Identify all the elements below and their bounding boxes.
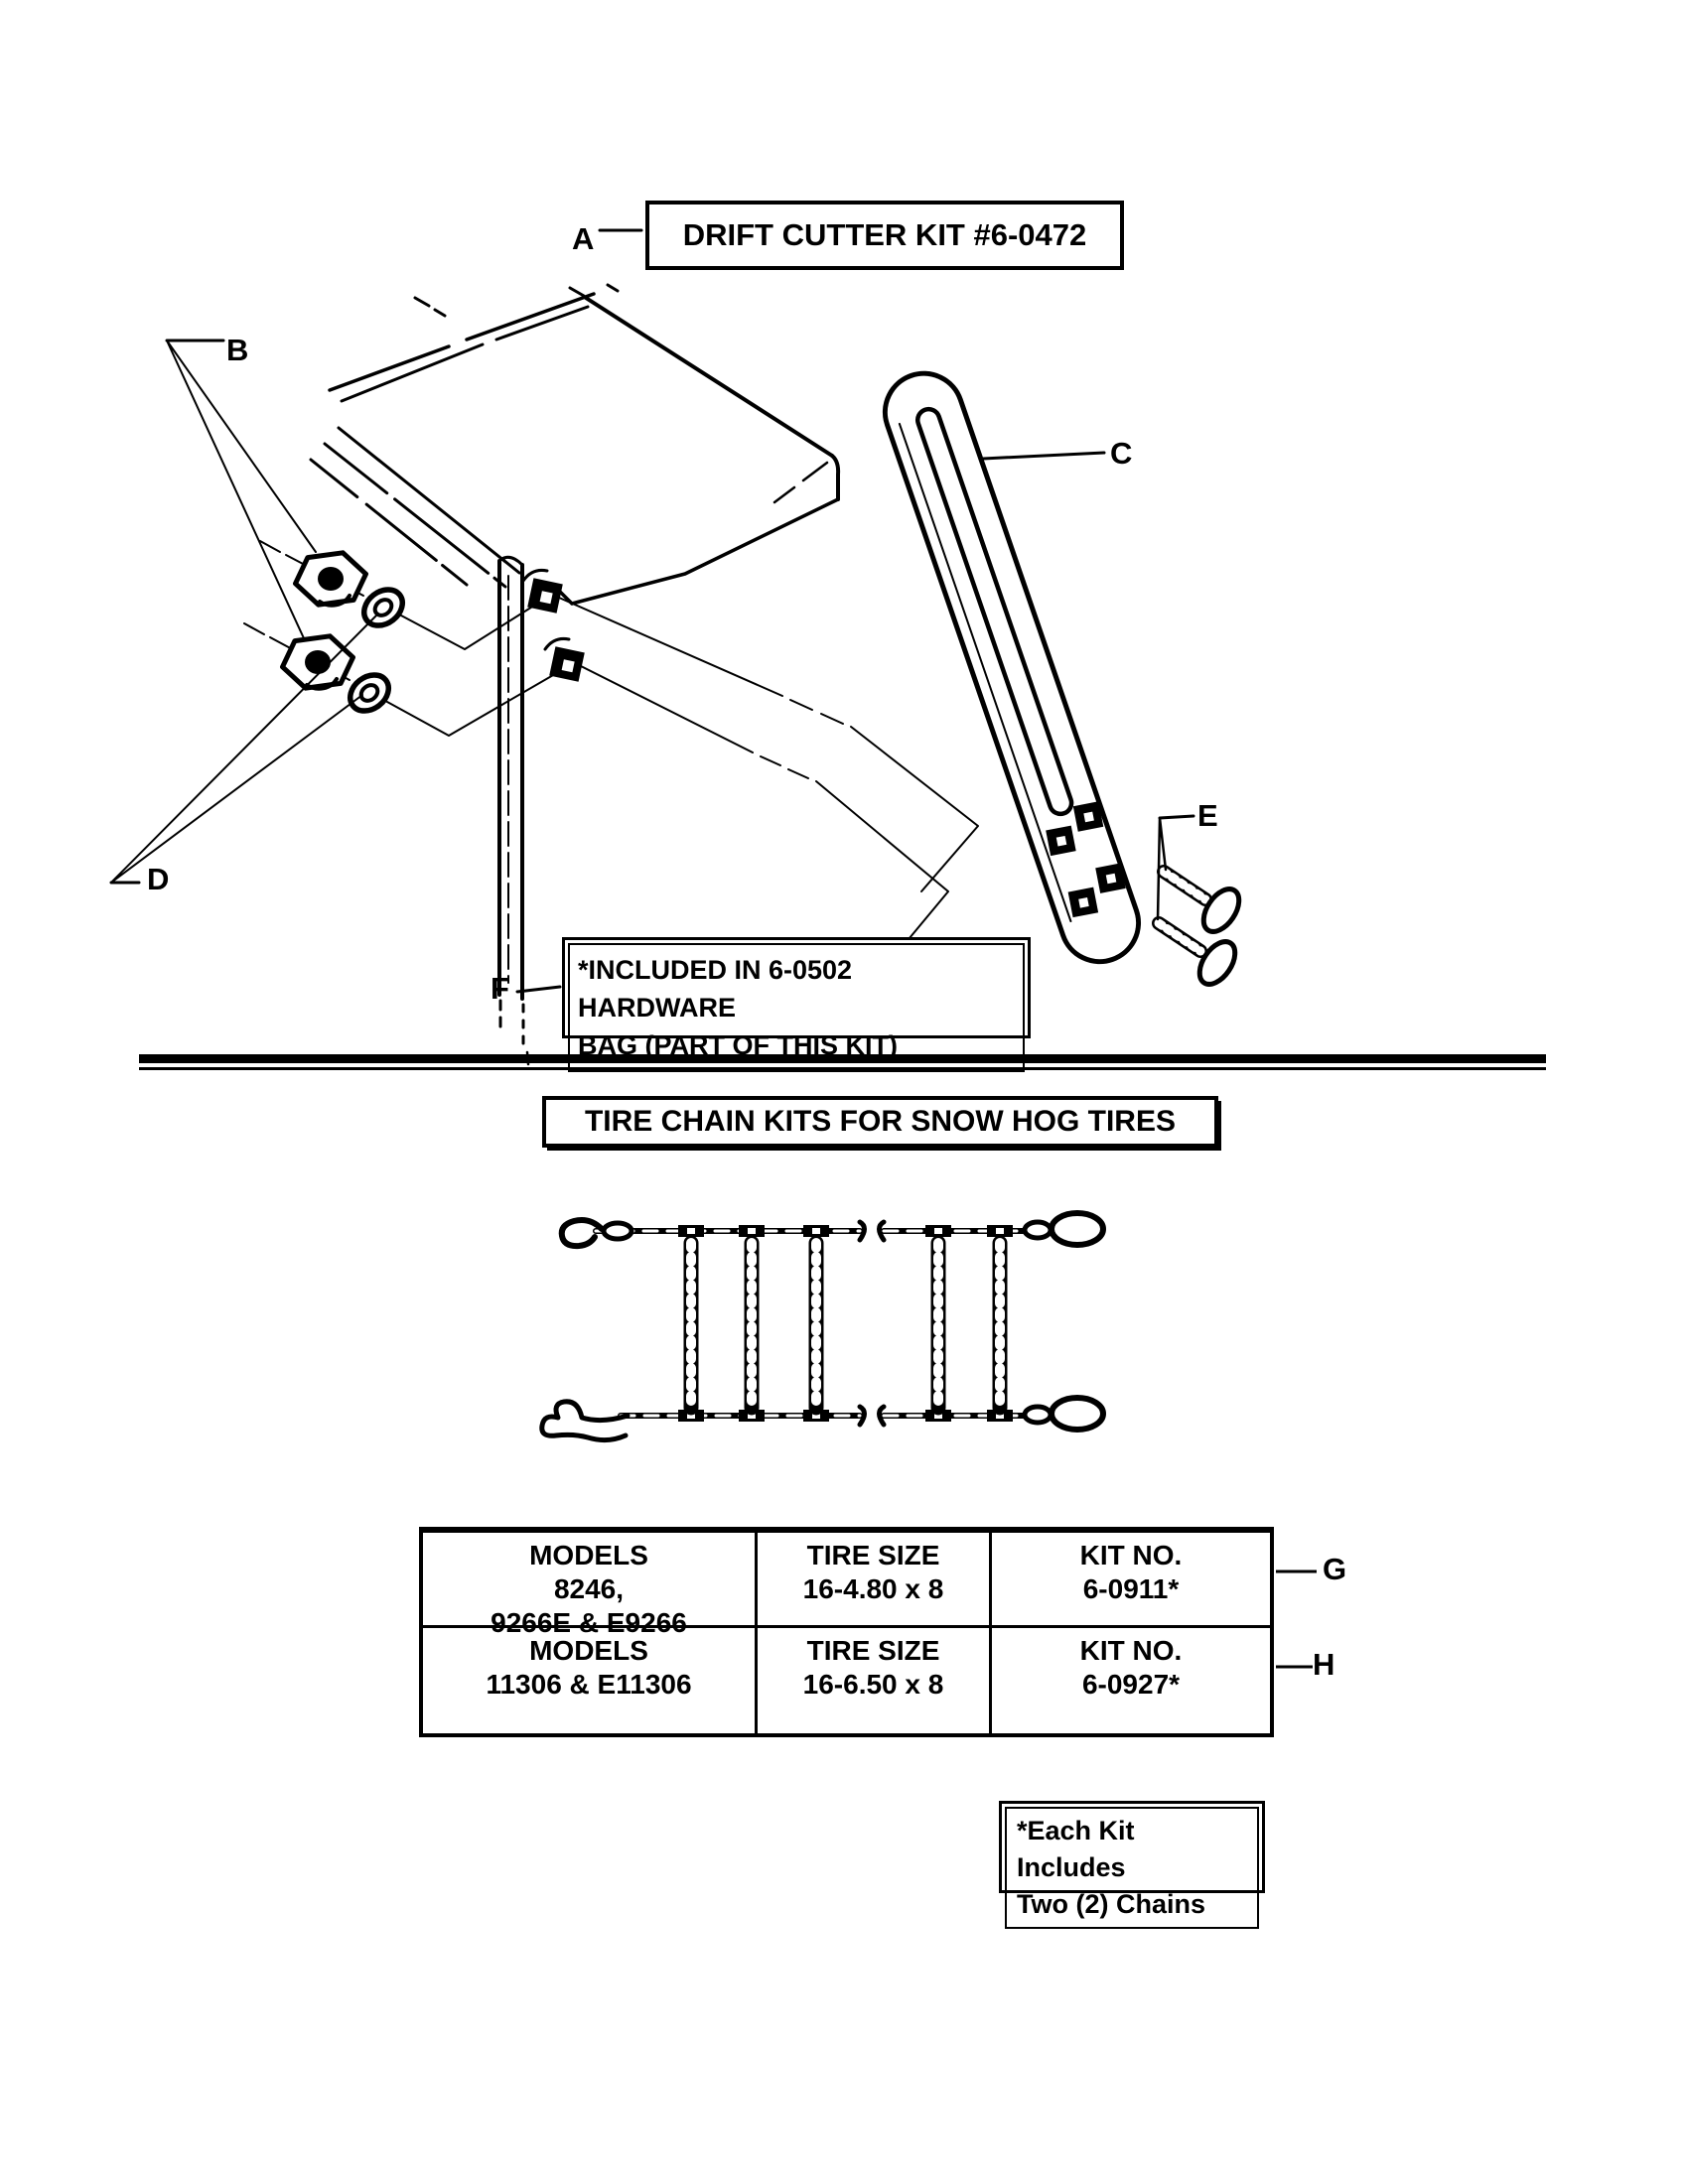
carriage-bolt <box>1159 923 1242 991</box>
models-value: 9266E & E9266 <box>491 1607 687 1638</box>
kit-no-header: KIT NO. <box>1079 1635 1183 1666</box>
tire-size-value: 16-4.80 x 8 <box>802 1573 944 1604</box>
flat-washer <box>344 667 396 718</box>
kit-no-value: 6-0911* <box>1082 1573 1180 1604</box>
chain-cross-link <box>925 1225 951 1422</box>
callout-d: D <box>147 862 170 896</box>
hardware-note-line2: BAG (PART OF THIS KIT) <box>578 1030 898 1060</box>
callout-h: H <box>1313 1647 1335 1682</box>
callout-e: E <box>1197 798 1218 833</box>
chain-cross-link <box>987 1225 1013 1422</box>
assembly-center-lines <box>244 541 978 956</box>
hex-nut <box>283 636 353 689</box>
hardware-note-line1: *INCLUDED IN 6-0502 HARDWARE <box>578 955 853 1023</box>
models-header: MODELS <box>529 1540 648 1570</box>
drift-cutter-title-box: DRIFT CUTTER KIT #6-0472 <box>645 201 1124 270</box>
callout-b: B <box>226 333 249 367</box>
each-kit-note-line2: Two (2) Chains <box>1017 1889 1206 1919</box>
table-cell-models-row1 <box>423 1533 758 1638</box>
chain-cross-link <box>803 1225 829 1422</box>
chain-cross-link <box>678 1225 704 1422</box>
hardware-bag-note-box <box>562 937 1031 1060</box>
each-kit-note-line1: *Each Kit Includes <box>1017 1816 1135 1882</box>
tire-size-value: 16-6.50 x 8 <box>802 1669 944 1700</box>
table-cell-kit-no-row1 <box>992 1533 1270 1628</box>
kit-no-header: KIT NO. <box>1079 1540 1183 1570</box>
each-kit-note-box <box>999 1801 1265 1919</box>
tire-chain-title-box: TIRE CHAIN KITS FOR SNOW HOG TIRES <box>542 1096 1218 1148</box>
chain-end-ring <box>1052 1398 1103 1430</box>
chain-fastener <box>542 1402 628 1440</box>
drift-cutter-blade <box>875 362 1150 972</box>
flat-washer <box>357 582 410 632</box>
models-header: MODELS <box>529 1635 648 1666</box>
tire-size-header: TIRE SIZE <box>806 1540 940 1570</box>
chain-cross-link <box>739 1225 765 1422</box>
callout-g: G <box>1323 1552 1347 1586</box>
callout-c: C <box>1110 436 1133 471</box>
hex-nut <box>296 553 366 606</box>
table-cell-tire-size-row2 <box>758 1628 992 1733</box>
tire-chain-drawing <box>542 1213 1103 1440</box>
callout-f: F <box>491 971 509 1006</box>
callout-a: A <box>572 221 595 256</box>
kit-no-value: 6-0927* <box>1081 1669 1181 1700</box>
table-cell-kit-no-row2 <box>992 1628 1270 1733</box>
table-cell-models-row2 <box>423 1628 758 1733</box>
table-cell-tire-size-row1 <box>758 1533 992 1628</box>
tire-chain-kit-table <box>419 1527 1274 1737</box>
models-value: 11306 & E11306 <box>486 1669 692 1700</box>
models-value: 8246, <box>553 1573 625 1604</box>
tire-size-header: TIRE SIZE <box>806 1635 940 1666</box>
flange-mounting-hole <box>523 570 585 681</box>
table-callout-leaders <box>1276 1571 1317 1667</box>
chain-end-ring <box>1052 1213 1103 1245</box>
